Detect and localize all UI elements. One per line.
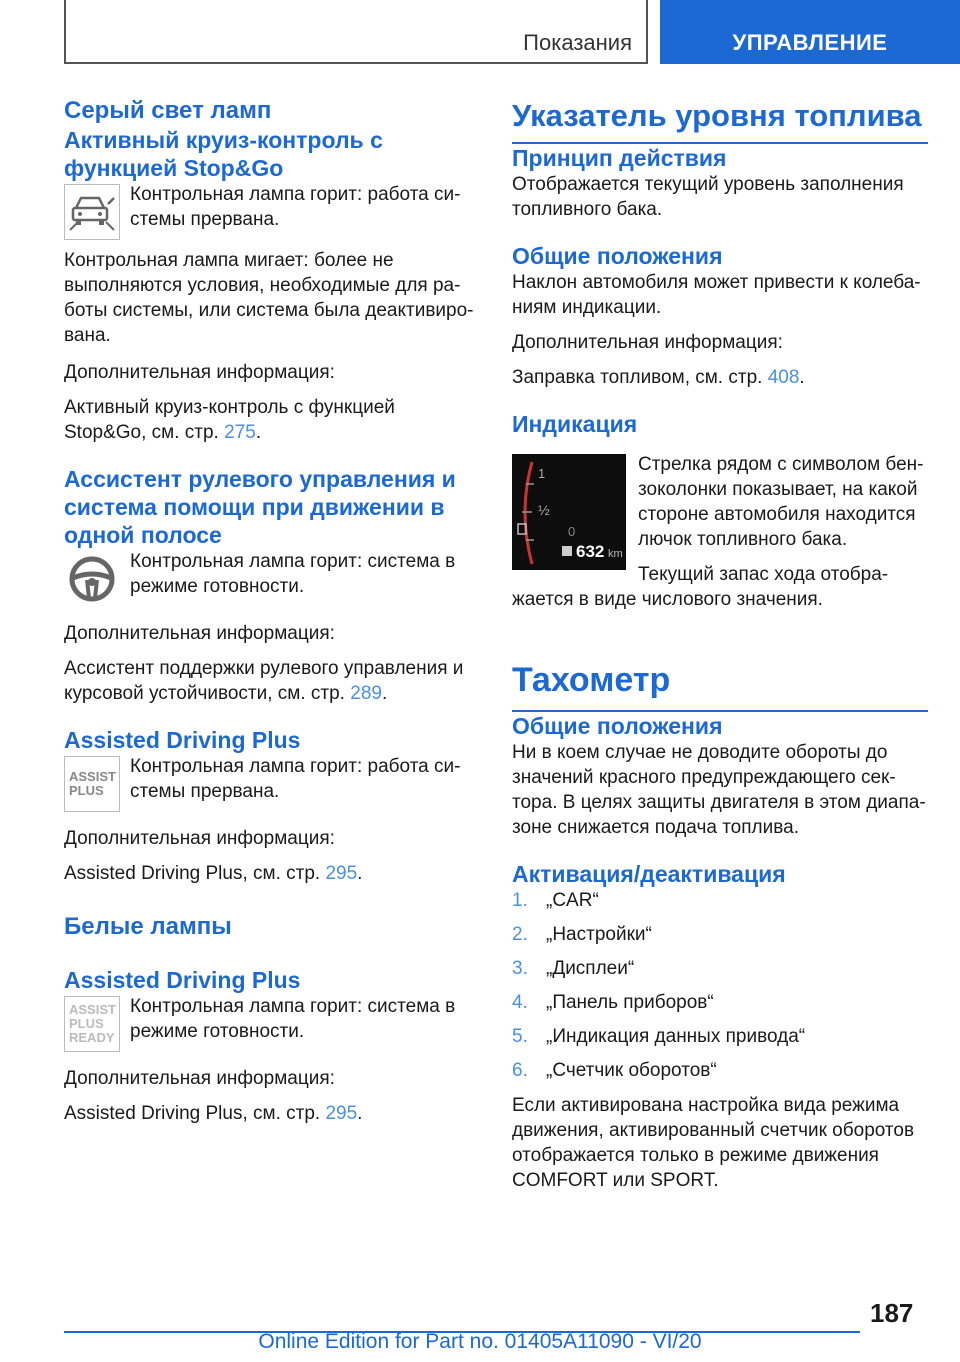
- general-text: Наклон автомобиля может привести к колеба-ниям индикации.: [512, 272, 921, 318]
- step-item: [512, 990, 928, 1015]
- principle-heading: Принцип действия: [512, 145, 727, 171]
- activation-heading: Активация/деактивация: [512, 861, 786, 887]
- adp-page-link[interactable]: 295: [325, 863, 358, 884]
- fuel-reference-text: Заправка топливом, см. стр.: [512, 367, 763, 388]
- gauge-range-unit: km: [608, 548, 623, 560]
- adp-reference-text: Assisted Driving Plus, см. стр.: [64, 863, 321, 884]
- grey-lamps-heading: Серый свет ламп: [64, 97, 272, 124]
- fuel-reference: Заправка топливом, см. стр. 408.: [512, 367, 805, 388]
- left-column: [64, 96, 474, 1136]
- steering-wheel-icon: [64, 551, 120, 607]
- gauge-range-value: 632: [576, 542, 605, 561]
- display-text-2: Текущий запас хода отобра-жается в виде числового значения.: [512, 564, 889, 610]
- assist-plus-ready-icon: [64, 996, 120, 1052]
- adp2-icon-description: Контрольная лампа горит: система в режиме готовности.: [130, 996, 456, 1042]
- step-number: 1.: [512, 890, 528, 911]
- display-heading: Индикация: [512, 411, 638, 437]
- acc-blink-text: Контрольная лампа мигает: более не выполняются условия, необходимые для ра-боты системы, или система была деактивиро-вана.: [64, 250, 474, 346]
- adp-reference: Assisted Driving Plus, см. стр. 295.: [64, 863, 363, 884]
- step-item: [512, 1058, 928, 1083]
- acc-icon-description: Контрольная лампа горит: работа си-стемы прервана.: [130, 184, 461, 230]
- page-number: 187: [870, 1298, 914, 1328]
- step-number: 6.: [512, 1060, 528, 1081]
- acc-stopgo-icon: [64, 184, 120, 240]
- adp-icon-description: Контрольная лампа горит: работа си-стемы прервана.: [130, 756, 461, 802]
- step-item: [512, 1024, 928, 1049]
- adp2-heading: Assisted Driving Plus: [64, 967, 301, 993]
- adp2-reference: Assisted Driving Plus, см. стр. 295.: [64, 1103, 363, 1124]
- assist-plus-icon: [64, 756, 120, 812]
- fuel-more-label: Дополнительная информация:: [512, 332, 783, 353]
- step-text: „Дисплеи“: [546, 958, 635, 979]
- fuel-page-link[interactable]: 408: [767, 367, 800, 388]
- adp2-icon-row: [64, 994, 474, 1054]
- lka-icon-row: [64, 549, 474, 609]
- fuel-gauge-image: [512, 454, 626, 570]
- step-text: „Панель приборов“: [546, 992, 714, 1013]
- fuel-gauge-heading: Указатель уровня топлива: [512, 96, 928, 144]
- footer-edition: Online Edition for Part no. 01405A11090 - VI/20: [258, 1330, 702, 1353]
- step-item: [512, 888, 928, 913]
- section-tab: Показания: [64, 0, 648, 64]
- step-text: „CAR“: [546, 890, 599, 911]
- tacho-general-heading: Общие положения: [512, 713, 723, 739]
- acc-page-link[interactable]: 275: [224, 422, 256, 443]
- step-text: „Счетчик оборотов“: [546, 1060, 717, 1081]
- adp2-reference-text: Assisted Driving Plus, см. стр.: [64, 1103, 321, 1124]
- step-number: 2.: [512, 924, 528, 945]
- step-item: [512, 956, 928, 981]
- lka-reference: Ассистент поддержки рулевого управления и курсовой устойчивости, см. стр. 289.: [64, 658, 464, 704]
- step-number: 5.: [512, 1026, 528, 1047]
- adp2-page-link[interactable]: 295: [325, 1103, 358, 1124]
- white-lamps-heading: Белые лампы: [64, 913, 232, 940]
- adp-icon-row: [64, 754, 474, 814]
- adp-more-label: Дополнительная информация:: [64, 828, 335, 849]
- assist-plus-icon-label: ASSIST PLUS: [69, 769, 116, 798]
- acc-icon-row: [64, 182, 474, 242]
- step-text: „Индикация данных привода“: [546, 1026, 806, 1047]
- step-item: [512, 922, 928, 947]
- adp-heading: Assisted Driving Plus: [64, 727, 301, 753]
- acc-more-label: Дополнительная информация:: [64, 362, 335, 383]
- general-heading: Общие положения: [512, 243, 723, 269]
- tachometer-heading: Тахометр: [512, 658, 928, 712]
- acc-reference: Активный круиз-контроль с функцией Stop&Go, см. стр. 275.: [64, 397, 395, 443]
- acc-heading: Активный круиз-контроль с функцией Stop&Go: [64, 127, 383, 181]
- lka-reference-text: Ассистент поддержки рулевого управления и курсовой устойчивости, см. стр.: [64, 658, 464, 704]
- acc-reference-text: Активный круиз-контроль с функцией Stop&Go, см. стр.: [64, 397, 395, 443]
- lka-page-link[interactable]: 289: [350, 683, 382, 704]
- adp2-more-label: Дополнительная информация:: [64, 1068, 335, 1089]
- closing-text: Если активирована настройка вида режима движения, активированный счетчик оборотов отображается только в режиме движения COMFORT или SPORT.: [512, 1095, 915, 1191]
- display-text: Стрелка рядом с символом бен-зоколонки показывает, на какой стороне автомобиля находится лючок топливного бака.: [638, 454, 924, 550]
- right-column: [512, 96, 928, 1203]
- page-header: [0, 0, 960, 66]
- step-number: 3.: [512, 958, 528, 979]
- gauge-tick-half: ½: [538, 502, 550, 518]
- lka-heading: Ассистент рулевого управления и система помощи при движении в одной полосе: [64, 466, 456, 548]
- chapter-tab: УПРАВЛЕНИЕ: [660, 0, 960, 64]
- step-number: 4.: [512, 992, 528, 1013]
- lka-more-label: Дополнительная информация:: [64, 623, 335, 644]
- activation-steps: [512, 888, 928, 1083]
- step-text: „Настройки“: [546, 924, 652, 945]
- assist-plus-ready-icon-label: ASSIST PLUS READY: [69, 1002, 116, 1045]
- display-row: [512, 452, 928, 622]
- gauge-tick-one: 1: [538, 466, 546, 481]
- gauge-tick-zero: 0: [568, 524, 576, 539]
- tacho-general-text: Ни в коем случае не доводите обороты до значений красного предупреждающего сек-тора. В целях защиты двигателя в этом диапа-зоне снижается подача топлива.: [512, 742, 926, 838]
- lka-icon-description: Контрольная лампа горит: система в режиме готовности.: [130, 551, 456, 597]
- principle-text: Отображается текущий уровень заполнения топливного бака.: [512, 174, 904, 220]
